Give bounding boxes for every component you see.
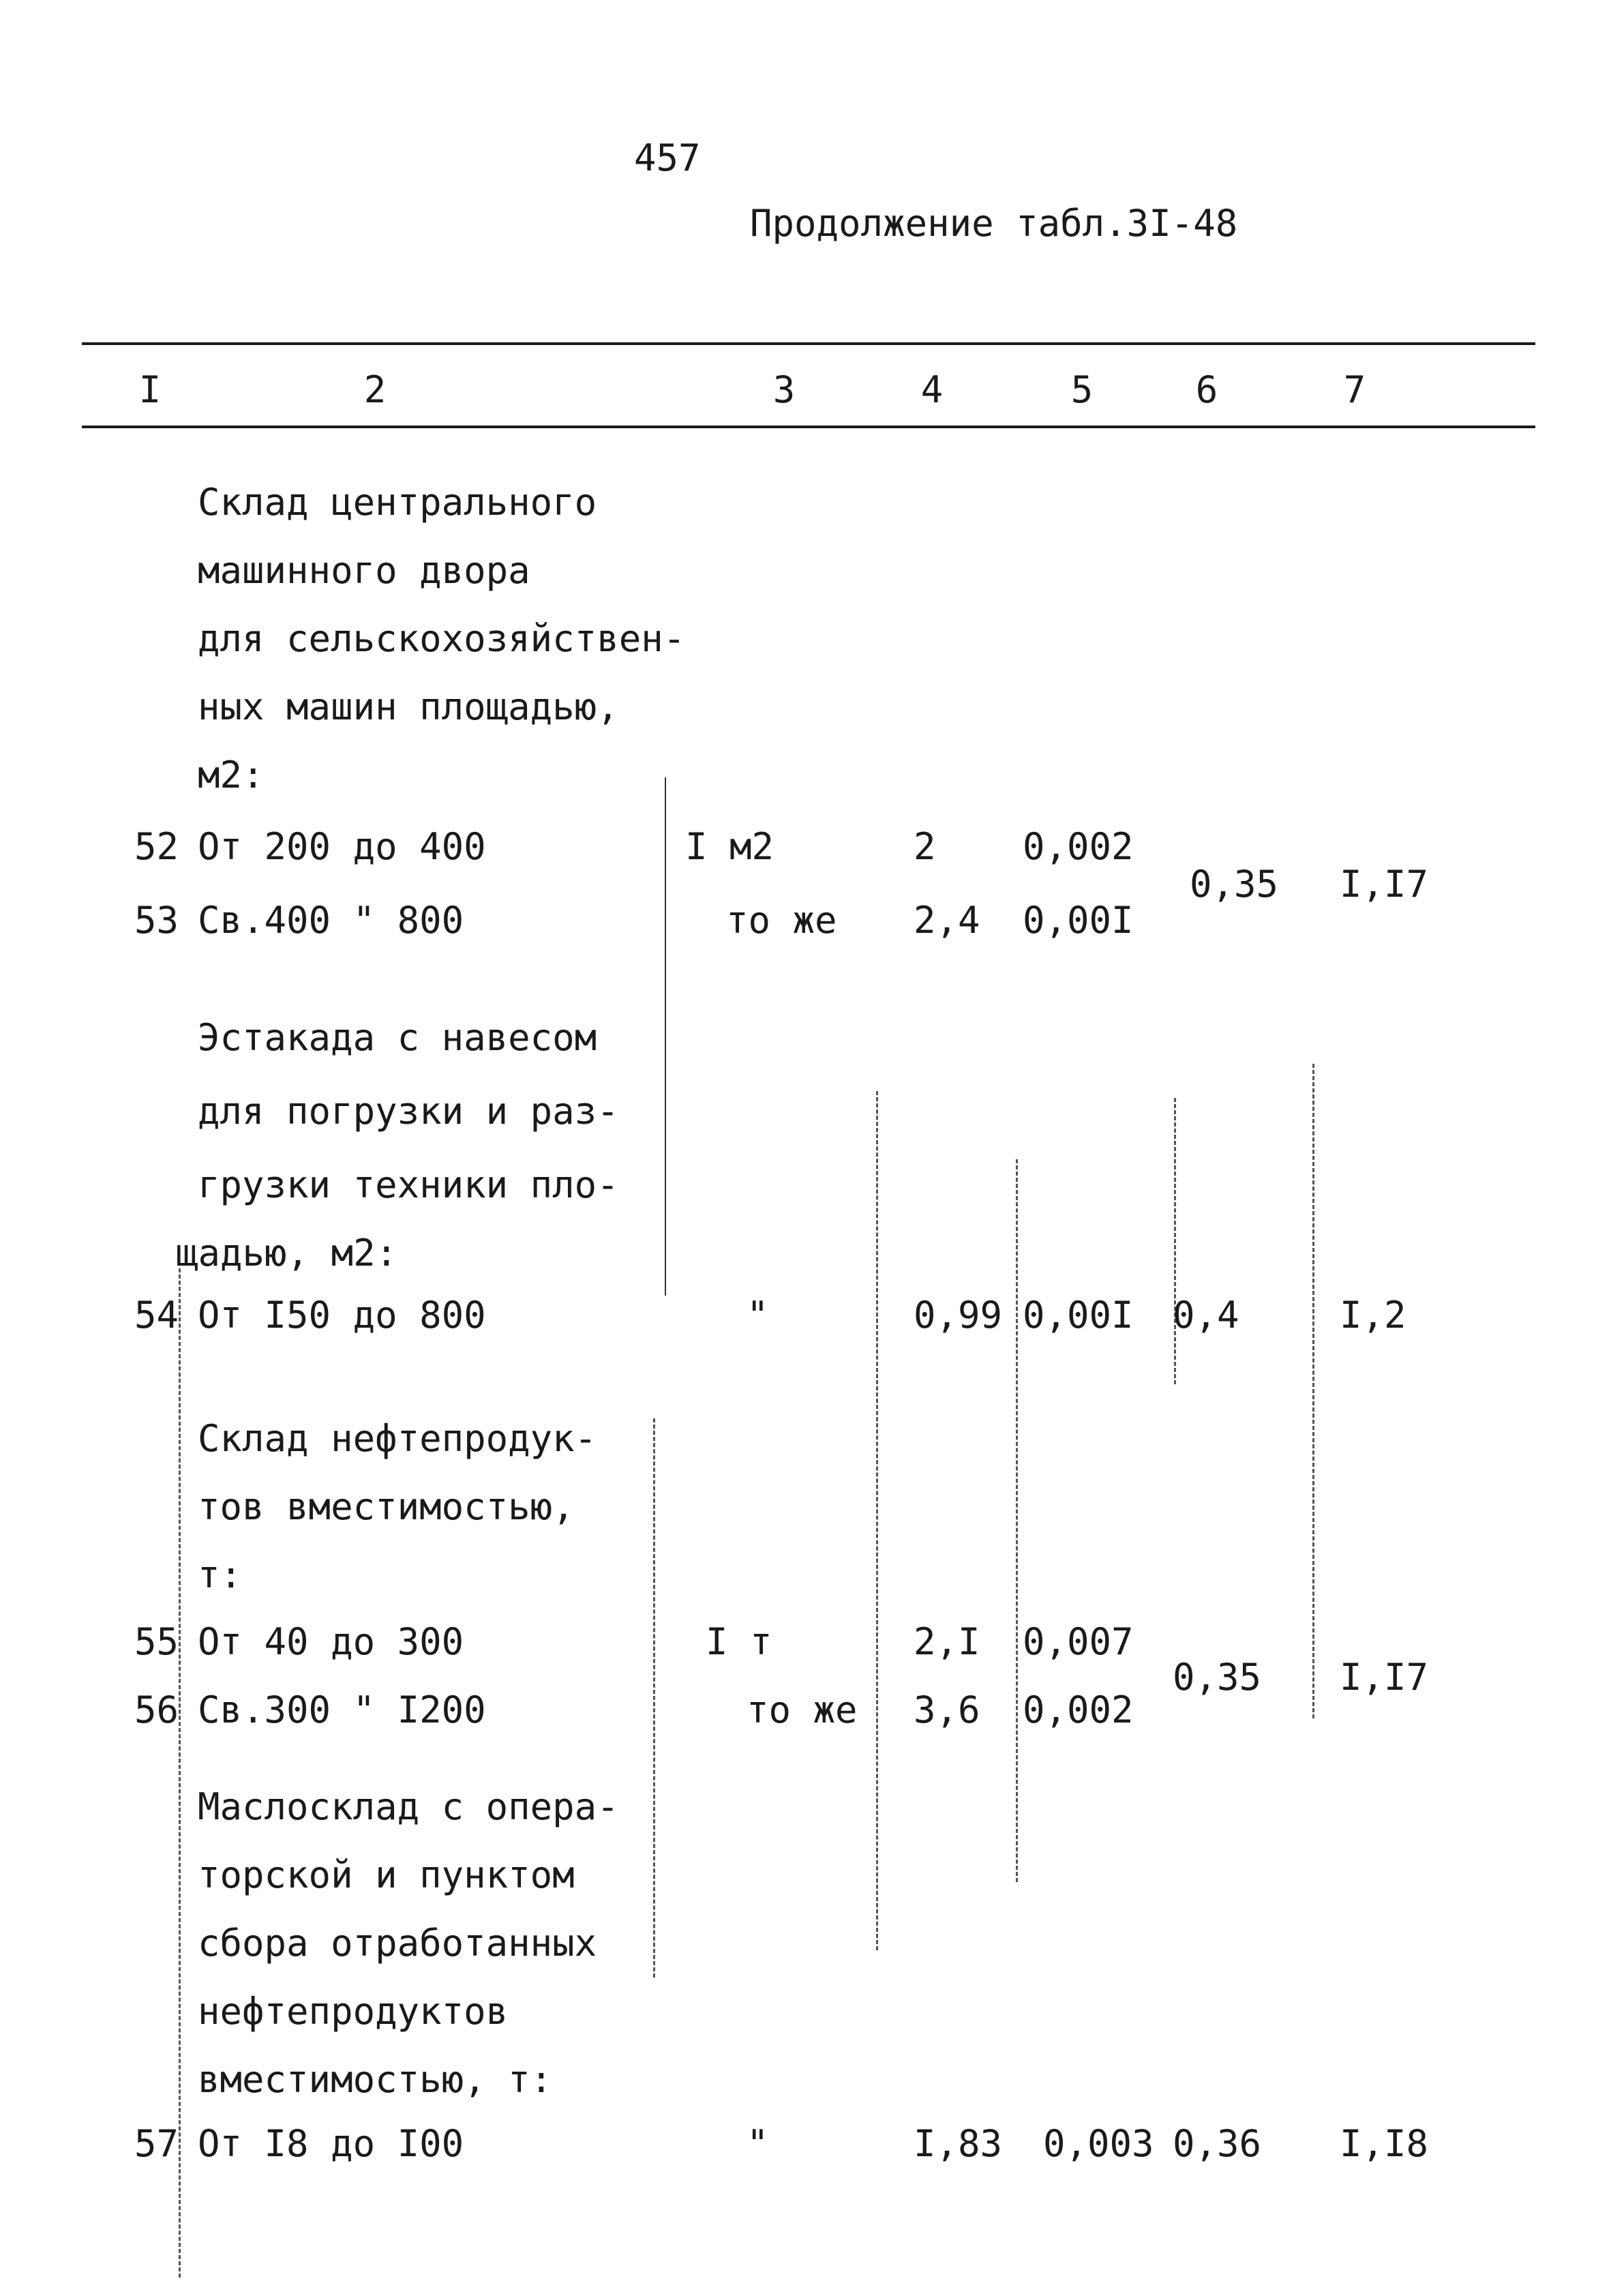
row-col5: 0,007	[1023, 1620, 1134, 1663]
row-col7: I,I8	[1340, 2122, 1429, 2165]
group-title-line: т:	[198, 1553, 243, 1596]
column-separator	[1016, 1159, 1018, 1882]
row-col4: 2	[914, 825, 936, 868]
column-separator	[876, 1091, 878, 1950]
column-separator	[653, 1418, 655, 1978]
row-col4: 2,4	[914, 899, 980, 942]
row-unit: "	[747, 2122, 769, 2165]
row-col5: 0,00I	[1023, 899, 1134, 942]
group-col7: I,I7	[1340, 1656, 1429, 1699]
group-title-line: вместимостью, т:	[198, 2058, 553, 2101]
row-col4: 3,6	[914, 1688, 980, 1731]
group-title-line: Маслосклад с опера-	[198, 1785, 619, 1828]
row-col4: 0,99	[914, 1294, 1003, 1337]
row-col6: 0,4	[1173, 1294, 1239, 1337]
table-top-rule	[82, 342, 1535, 345]
group-title-line: сбора отработанных	[198, 1922, 597, 1965]
row-col5: 0,00I	[1023, 1294, 1134, 1337]
row-unit: то же	[747, 1688, 858, 1731]
column-separator	[1174, 1098, 1176, 1384]
group-title-line: щадью, м2:	[176, 1232, 398, 1274]
row-number: 56	[134, 1688, 179, 1731]
group-title-line: Эстакада с навесом	[198, 1016, 597, 1059]
group-col7: I,I7	[1340, 863, 1429, 906]
row-col4: 2,I	[914, 1620, 980, 1663]
row-col7: I,2	[1340, 1294, 1406, 1337]
row-unit: то же	[726, 899, 837, 942]
column-header-4: 4	[920, 368, 944, 411]
group-title-line: м2:	[198, 754, 265, 796]
column-separator	[665, 777, 666, 1296]
row-number: 55	[134, 1620, 179, 1663]
group-title-line: торской и пунктом	[198, 1853, 575, 1896]
row-unit: I т	[706, 1620, 772, 1663]
row-unit: I м2	[685, 825, 774, 868]
column-separator	[179, 1268, 181, 2278]
row-unit: "	[747, 1294, 769, 1337]
page-number: 457	[634, 136, 701, 179]
group-col6: 0,35	[1173, 1656, 1262, 1699]
row-name: От I50 до 800	[198, 1294, 486, 1337]
row-name: От 200 до 400	[198, 825, 486, 868]
group-title-line: нефтепродуктов	[198, 1990, 509, 2033]
column-header-7: 7	[1343, 368, 1366, 411]
column-header-2: 2	[363, 368, 387, 411]
row-name: Св.400 " 800	[198, 899, 464, 942]
group-title-line: для погрузки и раз-	[198, 1090, 619, 1133]
group-title-line: грузки техники пло-	[198, 1163, 619, 1206]
table-caption: Продолжение табл.3I-48	[750, 202, 1238, 245]
row-name: Св.300 " I200	[198, 1688, 486, 1731]
group-title-line: ных машин площадью,	[198, 685, 619, 728]
group-title-line: тов вместимостью,	[198, 1485, 575, 1528]
column-header-6: 6	[1195, 368, 1218, 411]
row-col5: 0,003	[1043, 2122, 1154, 2165]
group-title-line: машинного двора	[198, 549, 530, 592]
row-name: От 40 до 300	[198, 1620, 464, 1663]
column-header-3: 3	[772, 368, 796, 411]
group-title-line: Склад нефтепродук-	[198, 1417, 597, 1460]
row-number: 52	[134, 825, 179, 868]
row-col6: 0,36	[1173, 2122, 1262, 2165]
column-header-1: I	[138, 368, 162, 411]
header-bottom-rule	[82, 426, 1535, 428]
column-separator	[1312, 1064, 1314, 1718]
group-title-line: Склад центрального	[198, 481, 597, 524]
row-col5: 0,002	[1023, 1688, 1134, 1731]
row-number: 57	[134, 2122, 179, 2165]
group-title-line: для сельскохозяйствен-	[198, 617, 686, 660]
group-col6: 0,35	[1190, 863, 1279, 906]
column-header-5: 5	[1070, 368, 1094, 411]
row-number: 53	[134, 899, 179, 942]
row-col5: 0,002	[1023, 825, 1134, 868]
row-name: От I8 до I00	[198, 2122, 464, 2165]
row-col4: I,83	[914, 2122, 1003, 2165]
row-number: 54	[134, 1294, 179, 1337]
